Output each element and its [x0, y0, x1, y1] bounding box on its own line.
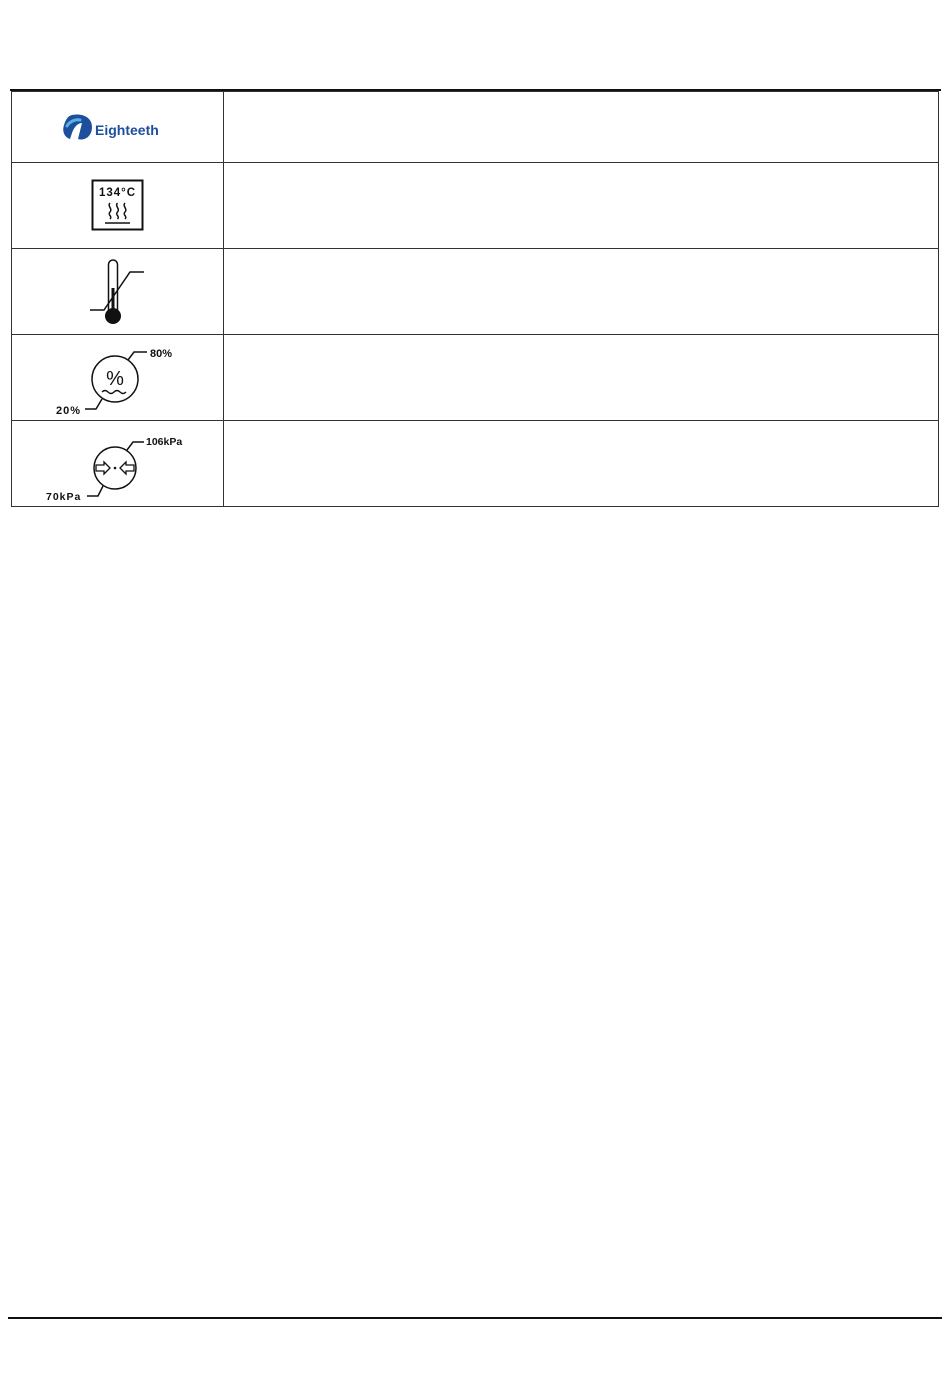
brand-name: Eighteeth: [94, 122, 159, 138]
percent-glyph: %: [105, 367, 124, 390]
symbol-cell: [12, 163, 224, 249]
brand-logo: [58, 109, 178, 145]
sterilization-134c-icon: [91, 179, 145, 233]
footer-rule: [8, 1317, 942, 1319]
description-cell: [224, 92, 939, 163]
symbol-cell: [12, 421, 224, 507]
symbol-cell: [12, 92, 224, 163]
table-row: [12, 421, 939, 507]
temperature-limit-icon: [88, 258, 148, 326]
pressure-lower-label: 70kPa: [45, 490, 81, 502]
description-cell: [224, 335, 939, 421]
humidity-upper-label: 80%: [149, 347, 172, 360]
table-row: [12, 163, 939, 249]
description-cell: [224, 421, 939, 507]
humidity-lower-label: 20%: [55, 404, 81, 416]
table-row: [12, 335, 939, 421]
sterilization-temperature-label: 134°C: [98, 186, 136, 199]
steam-icon: [105, 203, 130, 223]
table-row: [12, 249, 939, 335]
symbols-table: [11, 91, 939, 507]
symbol-cell: [12, 249, 224, 335]
tooth-logo-icon: [63, 115, 92, 140]
description-cell: [224, 249, 939, 335]
atmospheric-pressure-limitation-icon: [43, 426, 193, 502]
humidity-limitation-icon: [55, 340, 181, 416]
symbol-cell: [12, 335, 224, 421]
description-cell: [224, 163, 939, 249]
table-row: [12, 92, 939, 163]
pressure-upper-label: 106kPa: [145, 435, 182, 448]
